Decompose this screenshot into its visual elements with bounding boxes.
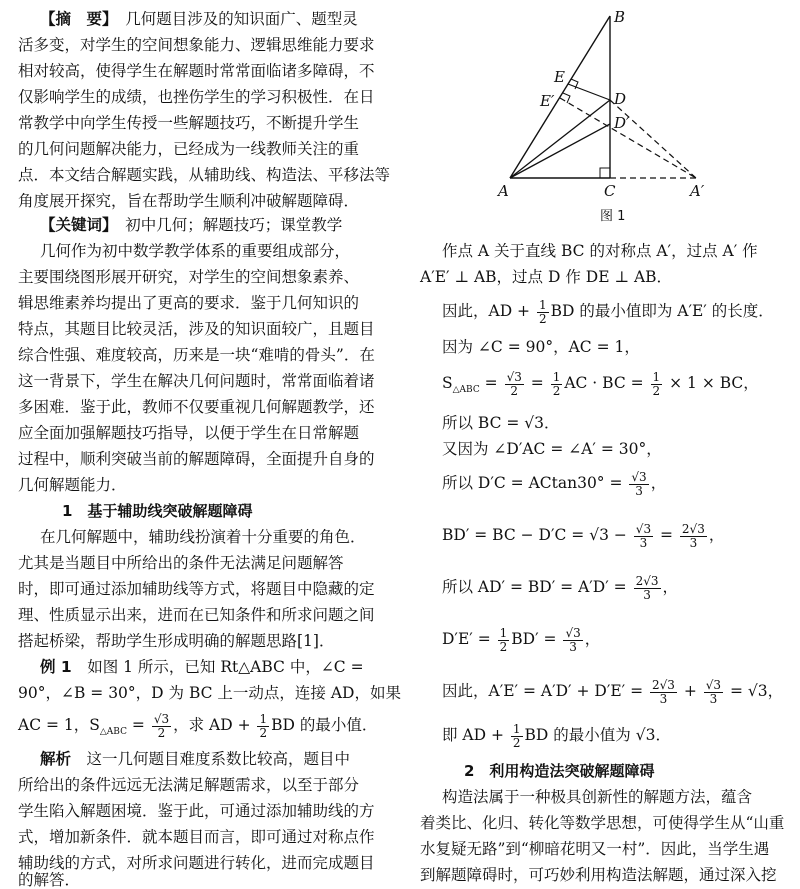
abstract-paragraph-1: [40, 6, 358, 32]
abstract-text: 几何题目涉及的知识面广、题型灵: [125, 10, 358, 28]
analysis-line: 的解答．: [18, 871, 81, 889]
solution-line: [442, 470, 666, 498]
fraction: [651, 371, 663, 398]
fraction: [634, 575, 661, 602]
label-C: C: [604, 182, 616, 200]
numerator: 1: [652, 369, 661, 384]
section-1-line: 理、性质显示出来，进而在已知条件和所求问题之间: [18, 606, 375, 624]
segment-AB: [510, 16, 610, 178]
solution-line: 所以 BC = √3．: [442, 414, 560, 432]
right-angle-mark-C: [600, 168, 610, 178]
fraction: [634, 523, 653, 550]
text: S: [442, 374, 453, 392]
fraction: [563, 627, 582, 654]
solution-line: 作点 A 关于直线 BC 的对称点 A′，过点 A′ 作: [442, 242, 758, 260]
section-1-line: 尤其是当题目中所给出的条件无法满足问题解答: [18, 554, 344, 572]
denominator: 2: [538, 311, 547, 326]
solution-line: [442, 574, 678, 602]
denominator: 2: [499, 639, 508, 654]
fraction: [152, 713, 171, 740]
abstract-line: 角度展开探究，旨在帮助学生顺利冲破解题障碍．: [18, 192, 360, 210]
numerator: √3: [635, 521, 652, 536]
abstract-line: 活多变，对学生的空间想象能力、逻辑思维能力要求: [18, 36, 375, 54]
text: AC · BC =: [564, 374, 649, 392]
numerator: √3: [565, 625, 581, 640]
text: =: [655, 526, 678, 544]
section-1-line: 时，即可通过添加辅助线等方式，将题目中隐藏的定: [18, 580, 375, 598]
denominator: 2: [652, 383, 661, 398]
abstract-line: 相对较高，使得学生在解题时常常面临诸多障碍，不: [18, 62, 375, 80]
text: BD′ =: [511, 630, 562, 648]
example-1-line-1: [40, 654, 364, 680]
text: BD′ = BC − D′C = √3 −: [442, 526, 632, 544]
example-text: BD 的最小值．: [271, 716, 378, 734]
abstract-line: 点．本文结合解题实践，从辅助线、构造法、平移法等: [18, 166, 391, 184]
segment-AD-prime: [510, 124, 610, 178]
numerator: √3: [631, 469, 647, 484]
segment-DA-prime: [610, 100, 696, 178]
intro-line: 几何解题能力．: [18, 476, 127, 494]
text: ，: [708, 526, 725, 544]
subscript: △ABC: [452, 385, 480, 396]
figure-1: [420, 0, 792, 228]
section-2-line: 着类比、化归、转化等数学思想，可使得学生从“山重: [420, 814, 785, 832]
abstract-line: 常教学中向学生传授一些解题技巧，不断提升学生: [18, 114, 360, 132]
label-E-prime: E′: [540, 92, 555, 110]
keywords-text: 初中几何；解题技巧；课堂教学: [125, 216, 343, 234]
denominator: 3: [689, 535, 698, 550]
solution-line: [442, 678, 783, 706]
numerator: 2√3: [635, 573, 659, 588]
analysis-text: 这一几何题目难度系数比较高，题目中: [86, 750, 351, 768]
intro-line: 特点，其题目比较灵活，涉及的知识面较广，且题目: [18, 320, 375, 338]
solution-line: [442, 298, 774, 326]
keywords: [40, 212, 342, 238]
solution-line: [442, 522, 724, 550]
denominator: 3: [709, 691, 718, 706]
right-angle-mark-E-prime: [563, 93, 570, 103]
solution-line: 又因为 ∠D′AC = ∠A′ = 30°，: [442, 440, 662, 458]
label-D: D: [614, 90, 627, 108]
numerator: 1: [512, 721, 521, 736]
numerator: 1: [259, 711, 268, 726]
abstract-tag: 【摘 要】: [40, 10, 110, 28]
fraction: [650, 679, 677, 706]
intro-line: 主要围绕图形展开研究，对学生的空间想象素养、: [18, 268, 360, 286]
example-text: ，求 AD +: [173, 716, 256, 734]
label-A: A: [498, 182, 509, 200]
text: 所以 D′C = ACtan30° =: [442, 474, 628, 492]
solution-line: [442, 722, 671, 750]
intro-line: 综合性强、难度较高，历来是一块“难啃的骨头”．在: [18, 346, 375, 364]
fraction: [511, 723, 523, 750]
segment-E-prime-A-prime: [560, 98, 696, 178]
analysis-line: 学生陷入解题困境．鉴于此，可通过添加辅助线的方: [18, 802, 375, 820]
text: BD 的最小值即为 A′E′ 的长度．: [550, 302, 774, 320]
denominator: 3: [569, 639, 577, 654]
intro-line: 多困难．鉴于此，教师不仅要重视几何解题教学，还: [18, 398, 375, 416]
example-text: 如图 1 所示，已知 Rt△ABC 中，∠C =: [87, 658, 364, 676]
numerator: 1: [538, 297, 547, 312]
analysis-line: 式，增加新条件．就本题目而言，即可通过对称点作: [18, 828, 375, 846]
fraction: [629, 471, 648, 498]
figure-caption: 图 1: [600, 209, 626, 224]
label-E: E: [554, 68, 565, 86]
fraction: [680, 523, 707, 550]
label-B: B: [614, 8, 626, 26]
solution-line: 因为 ∠C = 90°，AC = 1，: [442, 338, 640, 356]
section-1-line: 在几何解题中，辅助线扮演着十分重要的角色．: [40, 528, 366, 546]
denominator: 3: [639, 535, 648, 550]
abstract-line: 仅影响学生的成绩，也挫伤学生的学习积极性．在日: [18, 88, 375, 106]
example-text: =: [126, 716, 150, 734]
numerator: √3: [506, 369, 522, 384]
subscript: △ABC: [99, 727, 127, 738]
segment-AD: [510, 100, 610, 178]
abstract-line: 的几何问题解决能力，已经成为一线教师关注的重: [18, 140, 360, 158]
analysis-line-1: [40, 746, 350, 772]
text: = √3，: [725, 682, 784, 700]
text: ，: [662, 578, 679, 596]
fraction: [505, 371, 524, 398]
text: BD 的最小值为 √3．: [524, 726, 671, 744]
label-A-prime: A′: [690, 182, 705, 200]
text: 即 AD +: [442, 726, 509, 744]
numerator: 1: [552, 369, 561, 384]
denominator: 2: [512, 735, 521, 750]
fraction: [537, 299, 549, 326]
fraction: [704, 679, 723, 706]
text: ，: [650, 474, 667, 492]
denominator: 2: [259, 725, 268, 740]
text: =: [479, 374, 503, 392]
segment-DE: [568, 84, 610, 100]
text: 所以 AD′ = BD′ = A′D′ =: [442, 578, 632, 596]
fraction: [551, 371, 563, 398]
area-equation: [442, 370, 759, 403]
numerator: 1: [499, 625, 508, 640]
intro-line: 过程中，顺利突破当前的解题障碍，全面提升自身的: [18, 450, 375, 468]
solution-line: A′E′ ⊥ AB，过点 D 作 DE ⊥ AB．: [420, 268, 673, 286]
example-1-line-2: 90°，∠B = 30°，D 为 BC 上一动点，连接 AD，如果: [18, 684, 401, 702]
intro-line: 辑思维素养均提出了更高的要求．鉴于几何知识的: [18, 294, 360, 312]
section-2-line: 到解题障碍时，可巧妙利用构造法解题，通过深入挖: [420, 866, 777, 884]
fraction: [257, 713, 269, 740]
intro-line: 应全面加强解题技巧指导，以便于学生在日常解题: [18, 424, 360, 442]
denominator: 3: [635, 483, 643, 498]
text: =: [525, 374, 549, 392]
text: D′E′ =: [442, 630, 496, 648]
example-1-line-3: [18, 710, 377, 747]
analysis-line: 所给出的条件远远无法满足解题需求，以至于部分: [18, 776, 360, 794]
numerator: √3: [153, 711, 170, 726]
numerator: 2√3: [681, 521, 705, 536]
text: +: [678, 682, 702, 700]
section-1-heading: 1 基于辅助线突破解题障碍: [62, 502, 253, 520]
section-2-heading: 2 利用构造法突破解题障碍: [464, 762, 655, 780]
solution-line: [442, 626, 600, 654]
section-2-line: 水复疑无路”到“柳暗花明又一村”．因此，当学生遇: [420, 840, 770, 858]
intro-line: 这一背景下，学生在解决几何问题时，常常面临着诸: [18, 372, 375, 390]
text: 因此，AD +: [442, 302, 535, 320]
analysis-tag: 解析: [40, 750, 72, 768]
intro-line: 几何作为初中数学教学体系的重要组成部分，: [40, 242, 351, 260]
denominator: 2: [157, 725, 166, 740]
analysis-line: 辅助线的方式，对所求问题进行转化，进而完成题目: [18, 854, 375, 872]
section-1-line: 搭起桥梁，帮助学生形成明确的解题思路[1]．: [18, 632, 335, 650]
example-text: AC = 1，S: [18, 716, 100, 734]
text: 因此，A′E′ = A′D′ + D′E′ =: [442, 682, 649, 700]
denominator: 2: [510, 383, 519, 398]
denominator: 3: [659, 691, 668, 706]
keywords-tag: 【关键词】: [40, 216, 110, 234]
numerator: 2√3: [652, 677, 675, 692]
denominator: 3: [643, 587, 651, 602]
label-D-prime: D′: [614, 114, 630, 132]
denominator: 2: [552, 383, 561, 398]
example-tag: 例 1: [40, 658, 72, 676]
text: × 1 × BC，: [664, 374, 759, 392]
fraction: [498, 627, 510, 654]
section-2-line: 构造法属于一种极具创新性的解题方法，蕴含: [442, 788, 753, 806]
text: ，: [584, 630, 601, 648]
numerator: √3: [705, 677, 722, 692]
